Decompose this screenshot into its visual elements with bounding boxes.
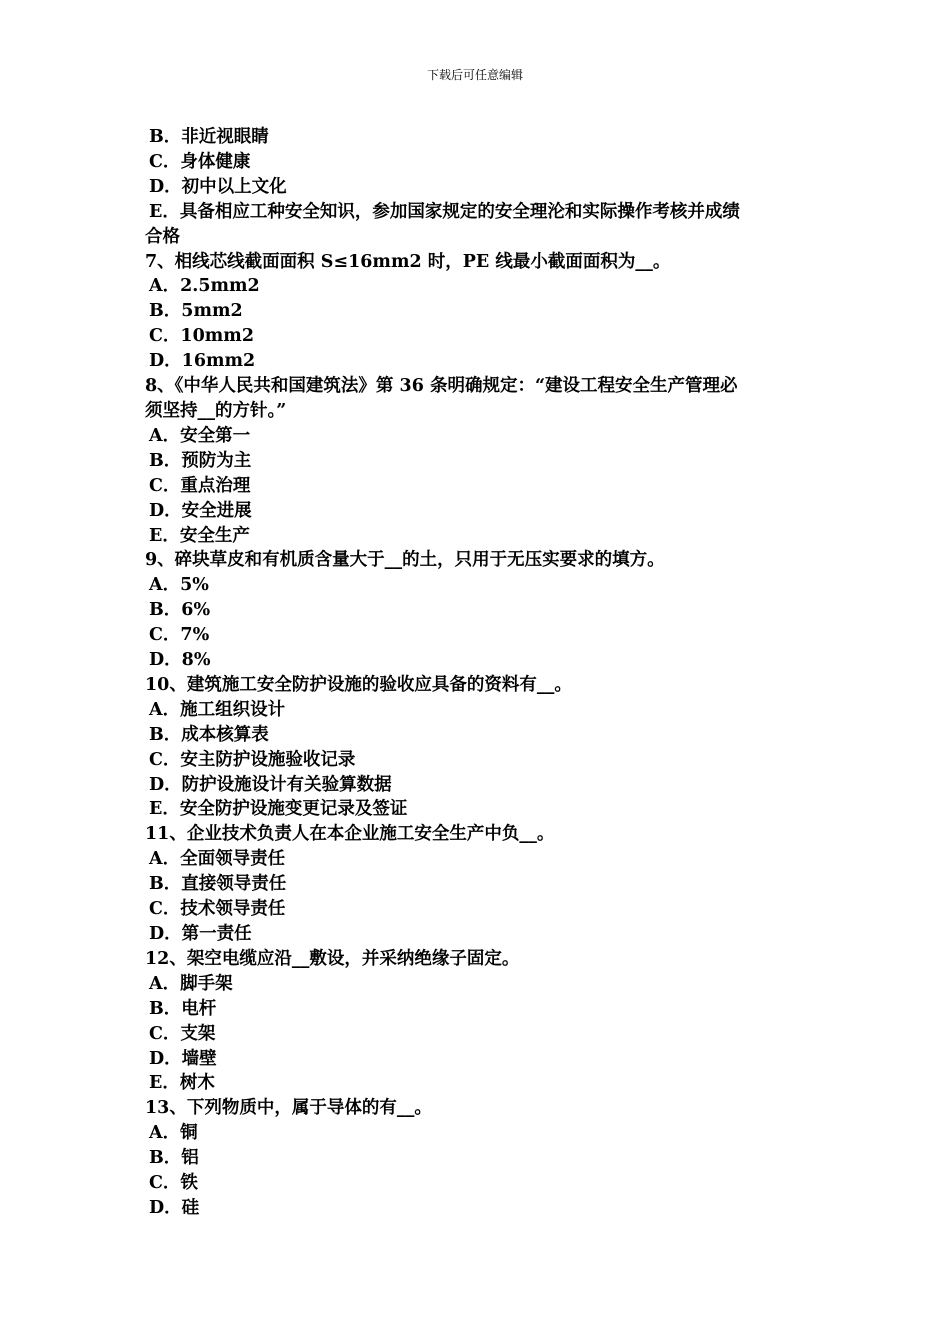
page-header: 下载后可任意编辑 <box>426 68 523 82</box>
answer-option: E．安全防护设施变更记录及签证 <box>149 799 408 820</box>
answer-option: D．硅 <box>149 1197 200 1218</box>
question-text: 11、企业技术负责人在本企业施工安全生产中负__。 <box>145 824 555 845</box>
answer-option: D．安全进展 <box>149 500 252 521</box>
answer-option: C．铁 <box>149 1173 198 1194</box>
answer-option: D．8% <box>149 650 211 671</box>
answer-option: B．5mm2 <box>149 301 243 322</box>
answer-option: A．安全第一 <box>149 425 251 446</box>
answer-option: E．安全生产 <box>149 525 250 546</box>
answer-option: B．预防为主 <box>149 450 252 471</box>
answer-option: C．技术领导责任 <box>149 899 286 920</box>
document-body <box>145 125 815 1221</box>
answer-option: D．16mm2 <box>149 351 256 372</box>
answer-option: C．重点治理 <box>149 475 251 496</box>
answer-option: C．支架 <box>149 1023 216 1044</box>
answer-option: A．铜 <box>149 1123 198 1144</box>
answer-option: A．施工组织设计 <box>149 699 286 720</box>
answer-option: C．10mm2 <box>149 326 254 347</box>
answer-option: B．成本核算表 <box>149 724 269 745</box>
answer-option: C．安主防护设施验收记录 <box>149 749 356 770</box>
answer-option: D．防护设施设计有关验算数据 <box>149 774 392 795</box>
answer-option: B．电杆 <box>149 998 217 1019</box>
answer-option: D．第一责任 <box>149 924 252 944</box>
answer-option: C．7% <box>149 625 210 646</box>
answer-option: A．5% <box>149 575 209 596</box>
question-text: 7、相线芯线截面面积 S≤16mm2 时，PE 线最小截面面积为__。 <box>145 251 671 272</box>
answer-option: B．铝 <box>149 1148 199 1169</box>
answer-option: E．具备相应工种安全知识，参加国家规定的安全理沦和实际操作考核并成绩 <box>149 201 740 222</box>
answer-option: E．树木 <box>149 1073 215 1094</box>
answer-option: A．脚手架 <box>149 973 233 994</box>
question-text: 合格 <box>145 226 180 247</box>
answer-option: B．6% <box>149 600 211 621</box>
answer-option: D．初中以上文化 <box>149 176 287 197</box>
answer-option: B．非近视眼睛 <box>149 127 269 147</box>
question-text: 须坚持__的方针。” <box>145 400 287 421</box>
answer-option: A．2.5mm2 <box>149 276 260 297</box>
answer-option: A．全面领导责任 <box>149 849 286 870</box>
question-text: 10、建筑施工安全防护设施的验收应具备的资料有__。 <box>145 674 572 695</box>
question-text: 12、架空电缆应沿__敷设，并采纳绝缘子固定。 <box>145 948 520 969</box>
answer-option: C．身体健康 <box>149 151 251 172</box>
question-text: 8、《中华人民共和国建筑法》第 36 条明确规定：“建设工程安全生产管理必 <box>145 376 738 397</box>
question-text: 9、碎块草皮和有机质含量大于__的土，只用于无压实要求的填方。 <box>145 550 665 571</box>
answer-option: D．墙壁 <box>149 1048 217 1069</box>
answer-option: B．直接领导责任 <box>149 874 287 895</box>
question-text: 13、下列物质中，属于导体的有__。 <box>145 1098 432 1119</box>
